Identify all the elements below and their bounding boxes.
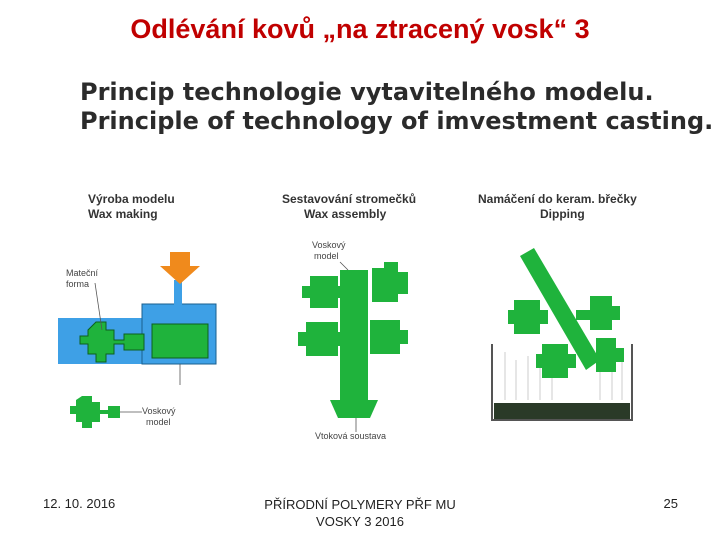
tree-model-callout-l2: model [314,251,339,261]
stage-dipping-cz: Namáčení do keram. břečky [478,192,637,206]
wax-tree [298,262,408,418]
stage-wax-making-cz: Výroba modelu [88,192,175,206]
footer-date: 12. 10. 2016 [43,496,116,511]
slide-title: Odlévání kovů „na ztracený vosk“ 3 [130,14,590,44]
stage-dipping-en: Dipping [540,207,585,221]
page-number: 25 [663,496,678,511]
footer-center-l1: PŘÍRODNÍ POLYMERY PŘF MU [264,497,456,512]
tree-model-callout-line [340,262,348,270]
wax-model-callout-l2: model [146,417,171,427]
heading-line-en: Principle of technology of imvestment casting. [80,107,714,135]
tree-model-callout-l1: Voskový [312,240,346,250]
mold-callout-l1: Mateční [66,268,99,278]
footer-center [230,496,490,530]
wax-model-callout-l1: Voskový [142,406,176,416]
mold-callout-l2: forma [66,279,90,289]
wax-model-part [70,396,120,428]
stage-wax-assembly-en: Wax assembly [304,207,387,221]
stage-wax-making-en: Wax making [88,207,158,221]
master-mold [58,280,216,364]
heading-line-cz: Princip technologie vytavitelného modelu. [80,78,654,106]
sprue-callout: Vtoková soustava [315,431,387,441]
stage-wax-assembly-cz: Sestavování stromečků [282,192,417,206]
footer-center-l2: VOSKY 3 2016 [316,514,404,529]
dipped-tree [508,248,624,378]
injection-arrow-icon [160,252,200,284]
